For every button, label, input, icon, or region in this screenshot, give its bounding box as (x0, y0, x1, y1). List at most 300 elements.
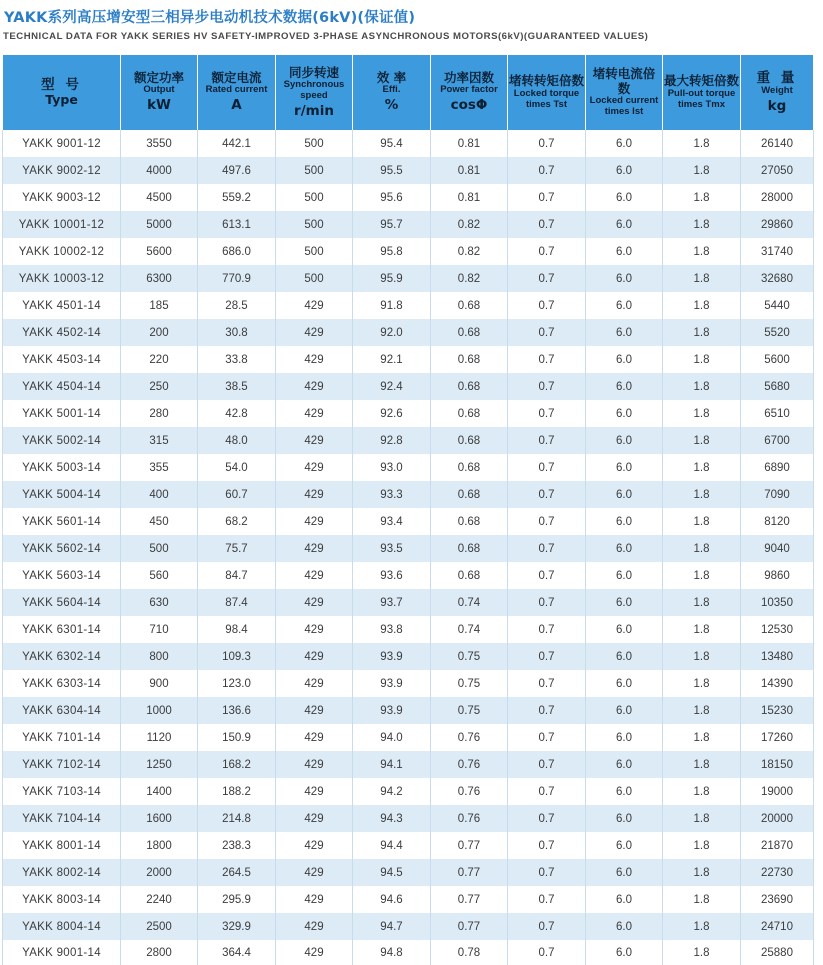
power-factor-cell: 0.76 (431, 805, 508, 832)
header-sync-speed-unit: r/min (294, 102, 334, 119)
locked-torque-cell: 0.7 (508, 670, 586, 697)
power-factor-cell: 0.68 (431, 508, 508, 535)
header-type-zh: 型 号 (41, 76, 82, 93)
header-pullout-torque (663, 55, 741, 130)
locked-torque-cell: 0.7 (508, 805, 586, 832)
weight-cell: 21870 (741, 832, 814, 859)
table-row (3, 319, 814, 346)
power-factor-cell: 0.75 (431, 643, 508, 670)
table-row (3, 535, 814, 562)
efficiency-cell: 93.3 (353, 481, 431, 508)
type-cell: YAKK 5004-14 (3, 481, 121, 508)
header-rated-current (198, 55, 276, 130)
type-cell: YAKK 7104-14 (3, 805, 121, 832)
power-factor-cell: 0.68 (431, 373, 508, 400)
header-sync-speed-zh: 同步转速 (288, 64, 339, 80)
type-cell: YAKK 7101-14 (3, 724, 121, 751)
weight-cell: 22730 (741, 859, 814, 886)
sync-speed-cell: 429 (276, 400, 353, 427)
pullout-torque-cell: 1.8 (663, 562, 741, 589)
header-power-factor-zh: 功率因数 (443, 70, 494, 86)
rated-current-cell: 28.5 (198, 292, 276, 319)
rated-current-cell: 364.4 (198, 940, 276, 965)
sync-speed-cell: 429 (276, 346, 353, 373)
efficiency-cell: 93.9 (353, 643, 431, 670)
sync-speed-cell: 429 (276, 319, 353, 346)
sync-speed-cell: 429 (276, 508, 353, 535)
rated-current-cell: 238.3 (198, 832, 276, 859)
type-cell: YAKK 4503-14 (3, 346, 121, 373)
type-cell: YAKK 9003-12 (3, 184, 121, 211)
efficiency-cell: 92.6 (353, 400, 431, 427)
pullout-torque-cell: 1.8 (663, 427, 741, 454)
header-rated-current-en: Rated current (205, 84, 268, 96)
weight-cell: 15230 (741, 697, 814, 724)
header-weight (741, 55, 814, 130)
efficiency-cell: 94.2 (353, 778, 431, 805)
header-locked-current-zh: 堵转电流倍数 (592, 66, 656, 96)
weight-cell: 17260 (741, 724, 814, 751)
power-factor-cell: 0.76 (431, 751, 508, 778)
pullout-torque-cell: 1.8 (663, 130, 741, 157)
output-cell: 2000 (121, 859, 198, 886)
pullout-torque-cell: 1.8 (663, 400, 741, 427)
output-cell: 2240 (121, 886, 198, 913)
header-locked-torque-zh: 堵转转矩倍数 (509, 73, 585, 89)
rated-current-cell: 497.6 (198, 157, 276, 184)
locked-current-cell: 6.0 (586, 184, 663, 211)
header-efficiency-unit: % (384, 97, 399, 114)
output-cell: 1250 (121, 751, 198, 778)
locked-torque-cell: 0.7 (508, 859, 586, 886)
type-cell: YAKK 7103-14 (3, 778, 121, 805)
header-efficiency (353, 55, 431, 130)
weight-cell: 6890 (741, 454, 814, 481)
output-cell: 2500 (121, 913, 198, 940)
locked-current-cell: 6.0 (586, 481, 663, 508)
locked-current-cell: 6.0 (586, 778, 663, 805)
table-row (3, 697, 814, 724)
rated-current-cell: 295.9 (198, 886, 276, 913)
power-factor-cell: 0.81 (431, 157, 508, 184)
efficiency-cell: 94.3 (353, 805, 431, 832)
power-factor-cell: 0.78 (431, 940, 508, 965)
type-cell: YAKK 5603-14 (3, 562, 121, 589)
rated-current-cell: 60.7 (198, 481, 276, 508)
header-rated-current-zh: 额定电流 (211, 70, 262, 86)
rated-current-cell: 214.8 (198, 805, 276, 832)
locked-torque-cell: 0.7 (508, 589, 586, 616)
locked-current-cell: 6.0 (586, 886, 663, 913)
pullout-torque-cell: 1.8 (663, 373, 741, 400)
pullout-torque-cell: 1.8 (663, 589, 741, 616)
weight-cell: 9040 (741, 535, 814, 562)
rated-current-cell: 686.0 (198, 238, 276, 265)
rated-current-cell: 48.0 (198, 427, 276, 454)
pullout-torque-cell: 1.8 (663, 346, 741, 373)
pullout-torque-cell: 1.8 (663, 805, 741, 832)
locked-current-cell: 6.0 (586, 238, 663, 265)
locked-torque-cell: 0.7 (508, 130, 586, 157)
locked-torque-cell: 0.7 (508, 481, 586, 508)
sync-speed-cell: 429 (276, 292, 353, 319)
output-cell: 250 (121, 373, 198, 400)
locked-torque-cell: 0.7 (508, 400, 586, 427)
table-row (3, 589, 814, 616)
efficiency-cell: 93.7 (353, 589, 431, 616)
weight-cell: 13480 (741, 643, 814, 670)
power-factor-cell: 0.68 (431, 454, 508, 481)
sync-speed-cell: 500 (276, 184, 353, 211)
table-row (3, 265, 814, 292)
pullout-torque-cell: 1.8 (663, 157, 741, 184)
type-cell: YAKK 6301-14 (3, 616, 121, 643)
efficiency-cell: 94.7 (353, 913, 431, 940)
sync-speed-cell: 500 (276, 211, 353, 238)
type-cell: YAKK 4501-14 (3, 292, 121, 319)
table-row (3, 751, 814, 778)
pullout-torque-cell: 1.8 (663, 751, 741, 778)
type-cell: YAKK 5601-14 (3, 508, 121, 535)
efficiency-cell: 94.1 (353, 751, 431, 778)
efficiency-cell: 93.9 (353, 670, 431, 697)
power-factor-cell: 0.68 (431, 292, 508, 319)
table-row (3, 940, 814, 965)
locked-current-cell: 6.0 (586, 373, 663, 400)
type-cell: YAKK 10001-12 (3, 211, 121, 238)
output-cell: 900 (121, 670, 198, 697)
table-row (3, 481, 814, 508)
weight-cell: 10350 (741, 589, 814, 616)
output-cell: 630 (121, 589, 198, 616)
pullout-torque-cell: 1.8 (663, 481, 741, 508)
rated-current-cell: 42.8 (198, 400, 276, 427)
locked-torque-cell: 0.7 (508, 319, 586, 346)
rated-current-cell: 264.5 (198, 859, 276, 886)
power-factor-cell: 0.68 (431, 427, 508, 454)
pullout-torque-cell: 1.8 (663, 184, 741, 211)
weight-cell: 26140 (741, 130, 814, 157)
locked-torque-cell: 0.7 (508, 373, 586, 400)
output-cell: 400 (121, 481, 198, 508)
pullout-torque-cell: 1.8 (663, 724, 741, 751)
weight-cell: 6700 (741, 427, 814, 454)
locked-torque-cell: 0.7 (508, 913, 586, 940)
weight-cell: 25880 (741, 940, 814, 965)
table-body (3, 130, 814, 965)
output-cell: 315 (121, 427, 198, 454)
output-cell: 355 (121, 454, 198, 481)
locked-torque-cell: 0.7 (508, 265, 586, 292)
rated-current-cell: 150.9 (198, 724, 276, 751)
type-cell: YAKK 9001-12 (3, 130, 121, 157)
efficiency-cell: 94.4 (353, 832, 431, 859)
table-row (3, 886, 814, 913)
locked-current-cell: 6.0 (586, 265, 663, 292)
table-row (3, 778, 814, 805)
sync-speed-cell: 429 (276, 454, 353, 481)
header-weight-unit: kg (767, 97, 787, 114)
sync-speed-cell: 429 (276, 751, 353, 778)
output-cell: 5000 (121, 211, 198, 238)
type-cell: YAKK 4502-14 (3, 319, 121, 346)
header-locked-torque (508, 55, 586, 130)
sync-speed-cell: 429 (276, 535, 353, 562)
sync-speed-cell: 429 (276, 616, 353, 643)
power-factor-cell: 0.68 (431, 319, 508, 346)
table-row (3, 913, 814, 940)
header-weight-en: Weight (761, 85, 793, 97)
sync-speed-cell: 429 (276, 481, 353, 508)
page-title: YAKK系列高压增安型三相异步电动机技术数据(6kV)(保证值) (4, 10, 416, 26)
type-cell: YAKK 8003-14 (3, 886, 121, 913)
locked-current-cell: 6.0 (586, 427, 663, 454)
weight-cell: 5600 (741, 346, 814, 373)
locked-torque-cell: 0.7 (508, 616, 586, 643)
locked-current-cell: 6.0 (586, 859, 663, 886)
locked-current-cell: 6.0 (586, 211, 663, 238)
output-cell: 1800 (121, 832, 198, 859)
type-cell: YAKK 9001-14 (3, 940, 121, 965)
output-cell: 1120 (121, 724, 198, 751)
output-cell: 5600 (121, 238, 198, 265)
rated-current-cell: 442.1 (198, 130, 276, 157)
sync-speed-cell: 500 (276, 238, 353, 265)
pullout-torque-cell: 1.8 (663, 697, 741, 724)
efficiency-cell: 92.0 (353, 319, 431, 346)
power-factor-cell: 0.77 (431, 886, 508, 913)
locked-torque-cell: 0.7 (508, 778, 586, 805)
power-factor-cell: 0.68 (431, 400, 508, 427)
type-cell: YAKK 7102-14 (3, 751, 121, 778)
efficiency-cell: 95.4 (353, 130, 431, 157)
type-cell: YAKK 5604-14 (3, 589, 121, 616)
sync-speed-cell: 429 (276, 697, 353, 724)
header-output-unit: kW (147, 97, 171, 114)
sync-speed-cell: 429 (276, 886, 353, 913)
weight-cell: 27050 (741, 157, 814, 184)
type-cell: YAKK 8001-14 (3, 832, 121, 859)
locked-current-cell: 6.0 (586, 292, 663, 319)
header-efficiency-zh: 效 率 (376, 70, 407, 86)
pullout-torque-cell: 1.8 (663, 319, 741, 346)
rated-current-cell: 559.2 (198, 184, 276, 211)
type-cell: YAKK 9002-12 (3, 157, 121, 184)
rated-current-cell: 38.5 (198, 373, 276, 400)
locked-current-cell: 6.0 (586, 616, 663, 643)
power-factor-cell: 0.74 (431, 589, 508, 616)
efficiency-cell: 92.4 (353, 373, 431, 400)
locked-current-cell: 6.0 (586, 940, 663, 965)
power-factor-cell: 0.68 (431, 535, 508, 562)
weight-cell: 31740 (741, 238, 814, 265)
rated-current-cell: 68.2 (198, 508, 276, 535)
table-row (3, 832, 814, 859)
header-power-factor (431, 55, 508, 130)
locked-current-cell: 6.0 (586, 643, 663, 670)
weight-cell: 20000 (741, 805, 814, 832)
pullout-torque-cell: 1.8 (663, 859, 741, 886)
locked-torque-cell: 0.7 (508, 211, 586, 238)
locked-torque-cell: 0.7 (508, 886, 586, 913)
rated-current-cell: 136.6 (198, 697, 276, 724)
output-cell: 1600 (121, 805, 198, 832)
header-type-en: Type (45, 92, 78, 108)
pullout-torque-cell: 1.8 (663, 832, 741, 859)
table-header (3, 55, 814, 130)
pullout-torque-cell: 1.8 (663, 670, 741, 697)
data-table-container (2, 55, 813, 965)
type-cell: YAKK 6302-14 (3, 643, 121, 670)
type-cell: YAKK 8004-14 (3, 913, 121, 940)
sync-speed-cell: 429 (276, 373, 353, 400)
page-subtitle: TECHNICAL DATA FOR YAKK SERIES HV SAFETY-IMPROVED 3-PHASE ASYNCHRONOUS MOTORS(6kV)(GUARANTEED VALUES) (3, 31, 649, 42)
power-factor-cell: 0.76 (431, 724, 508, 751)
pullout-torque-cell: 1.8 (663, 265, 741, 292)
efficiency-cell: 95.6 (353, 184, 431, 211)
rated-current-cell: 30.8 (198, 319, 276, 346)
sync-speed-cell: 500 (276, 130, 353, 157)
sync-speed-cell: 429 (276, 913, 353, 940)
pullout-torque-cell: 1.8 (663, 454, 741, 481)
output-cell: 560 (121, 562, 198, 589)
rated-current-cell: 87.4 (198, 589, 276, 616)
locked-current-cell: 6.0 (586, 562, 663, 589)
efficiency-cell: 93.4 (353, 508, 431, 535)
sync-speed-cell: 429 (276, 832, 353, 859)
power-factor-cell: 0.82 (431, 238, 508, 265)
sync-speed-cell: 429 (276, 940, 353, 965)
header-type (3, 55, 121, 130)
efficiency-cell: 92.8 (353, 427, 431, 454)
pullout-torque-cell: 1.8 (663, 508, 741, 535)
type-cell: YAKK 5602-14 (3, 535, 121, 562)
header-power-factor-en: Power factor (440, 84, 498, 96)
header-locked-current (586, 55, 663, 130)
sync-speed-cell: 429 (276, 859, 353, 886)
weight-cell: 14390 (741, 670, 814, 697)
type-cell: YAKK 8002-14 (3, 859, 121, 886)
locked-torque-cell: 0.7 (508, 832, 586, 859)
locked-torque-cell: 0.7 (508, 751, 586, 778)
locked-current-cell: 6.0 (586, 508, 663, 535)
sync-speed-cell: 500 (276, 157, 353, 184)
locked-torque-cell: 0.7 (508, 292, 586, 319)
locked-current-cell: 6.0 (586, 346, 663, 373)
rated-current-cell: 33.8 (198, 346, 276, 373)
output-cell: 450 (121, 508, 198, 535)
type-cell: YAKK 10003-12 (3, 265, 121, 292)
header-efficiency-en: Effi. (382, 84, 401, 96)
locked-current-cell: 6.0 (586, 130, 663, 157)
locked-torque-cell: 0.7 (508, 940, 586, 965)
pullout-torque-cell: 1.8 (663, 940, 741, 965)
efficiency-cell: 94.6 (353, 886, 431, 913)
locked-current-cell: 6.0 (586, 832, 663, 859)
power-factor-cell: 0.75 (431, 670, 508, 697)
rated-current-cell: 84.7 (198, 562, 276, 589)
type-cell: YAKK 10002-12 (3, 238, 121, 265)
table-row (3, 562, 814, 589)
locked-current-cell: 6.0 (586, 913, 663, 940)
table-row (3, 859, 814, 886)
locked-torque-cell: 0.7 (508, 508, 586, 535)
output-cell: 1000 (121, 697, 198, 724)
rated-current-cell: 188.2 (198, 778, 276, 805)
weight-cell: 18150 (741, 751, 814, 778)
table-row (3, 211, 814, 238)
weight-cell: 5680 (741, 373, 814, 400)
output-cell: 4500 (121, 184, 198, 211)
output-cell: 710 (121, 616, 198, 643)
output-cell: 800 (121, 643, 198, 670)
locked-current-cell: 6.0 (586, 157, 663, 184)
header-weight-zh: 重 量 (756, 69, 798, 86)
sync-speed-cell: 429 (276, 643, 353, 670)
efficiency-cell: 93.6 (353, 562, 431, 589)
power-factor-cell: 0.74 (431, 616, 508, 643)
locked-current-cell: 6.0 (586, 454, 663, 481)
output-cell: 6300 (121, 265, 198, 292)
locked-torque-cell: 0.7 (508, 724, 586, 751)
efficiency-cell: 93.8 (353, 616, 431, 643)
pullout-torque-cell: 1.8 (663, 211, 741, 238)
locked-torque-cell: 0.7 (508, 535, 586, 562)
technical-data-table (2, 55, 814, 965)
output-cell: 2800 (121, 940, 198, 965)
output-cell: 3550 (121, 130, 198, 157)
locked-torque-cell: 0.7 (508, 427, 586, 454)
pullout-torque-cell: 1.8 (663, 535, 741, 562)
table-row (3, 427, 814, 454)
header-rated-current-unit: A (231, 97, 242, 114)
table-row (3, 373, 814, 400)
power-factor-cell: 0.77 (431, 913, 508, 940)
locked-torque-cell: 0.7 (508, 157, 586, 184)
sync-speed-cell: 429 (276, 778, 353, 805)
locked-torque-cell: 0.7 (508, 184, 586, 211)
locked-torque-cell: 0.7 (508, 697, 586, 724)
rated-current-cell: 329.9 (198, 913, 276, 940)
rated-current-cell: 109.3 (198, 643, 276, 670)
table-row (3, 292, 814, 319)
output-cell: 500 (121, 535, 198, 562)
rated-current-cell: 98.4 (198, 616, 276, 643)
table-row (3, 805, 814, 832)
weight-cell: 8120 (741, 508, 814, 535)
sync-speed-cell: 429 (276, 805, 353, 832)
rated-current-cell: 168.2 (198, 751, 276, 778)
header-output (121, 55, 198, 130)
locked-torque-cell: 0.7 (508, 643, 586, 670)
rated-current-cell: 613.1 (198, 211, 276, 238)
efficiency-cell: 95.8 (353, 238, 431, 265)
header-sync-speed-en: Synchronous speed (283, 79, 345, 101)
header-locked-current-en: Locked current times Ist (589, 94, 659, 117)
efficiency-cell: 94.5 (353, 859, 431, 886)
header-row (3, 55, 814, 130)
weight-cell: 9860 (741, 562, 814, 589)
efficiency-cell: 95.9 (353, 265, 431, 292)
locked-torque-cell: 0.7 (508, 346, 586, 373)
pullout-torque-cell: 1.8 (663, 913, 741, 940)
locked-current-cell: 6.0 (586, 751, 663, 778)
output-cell: 280 (121, 400, 198, 427)
power-factor-cell: 0.68 (431, 562, 508, 589)
power-factor-cell: 0.75 (431, 697, 508, 724)
locked-current-cell: 6.0 (586, 400, 663, 427)
pullout-torque-cell: 1.8 (663, 616, 741, 643)
